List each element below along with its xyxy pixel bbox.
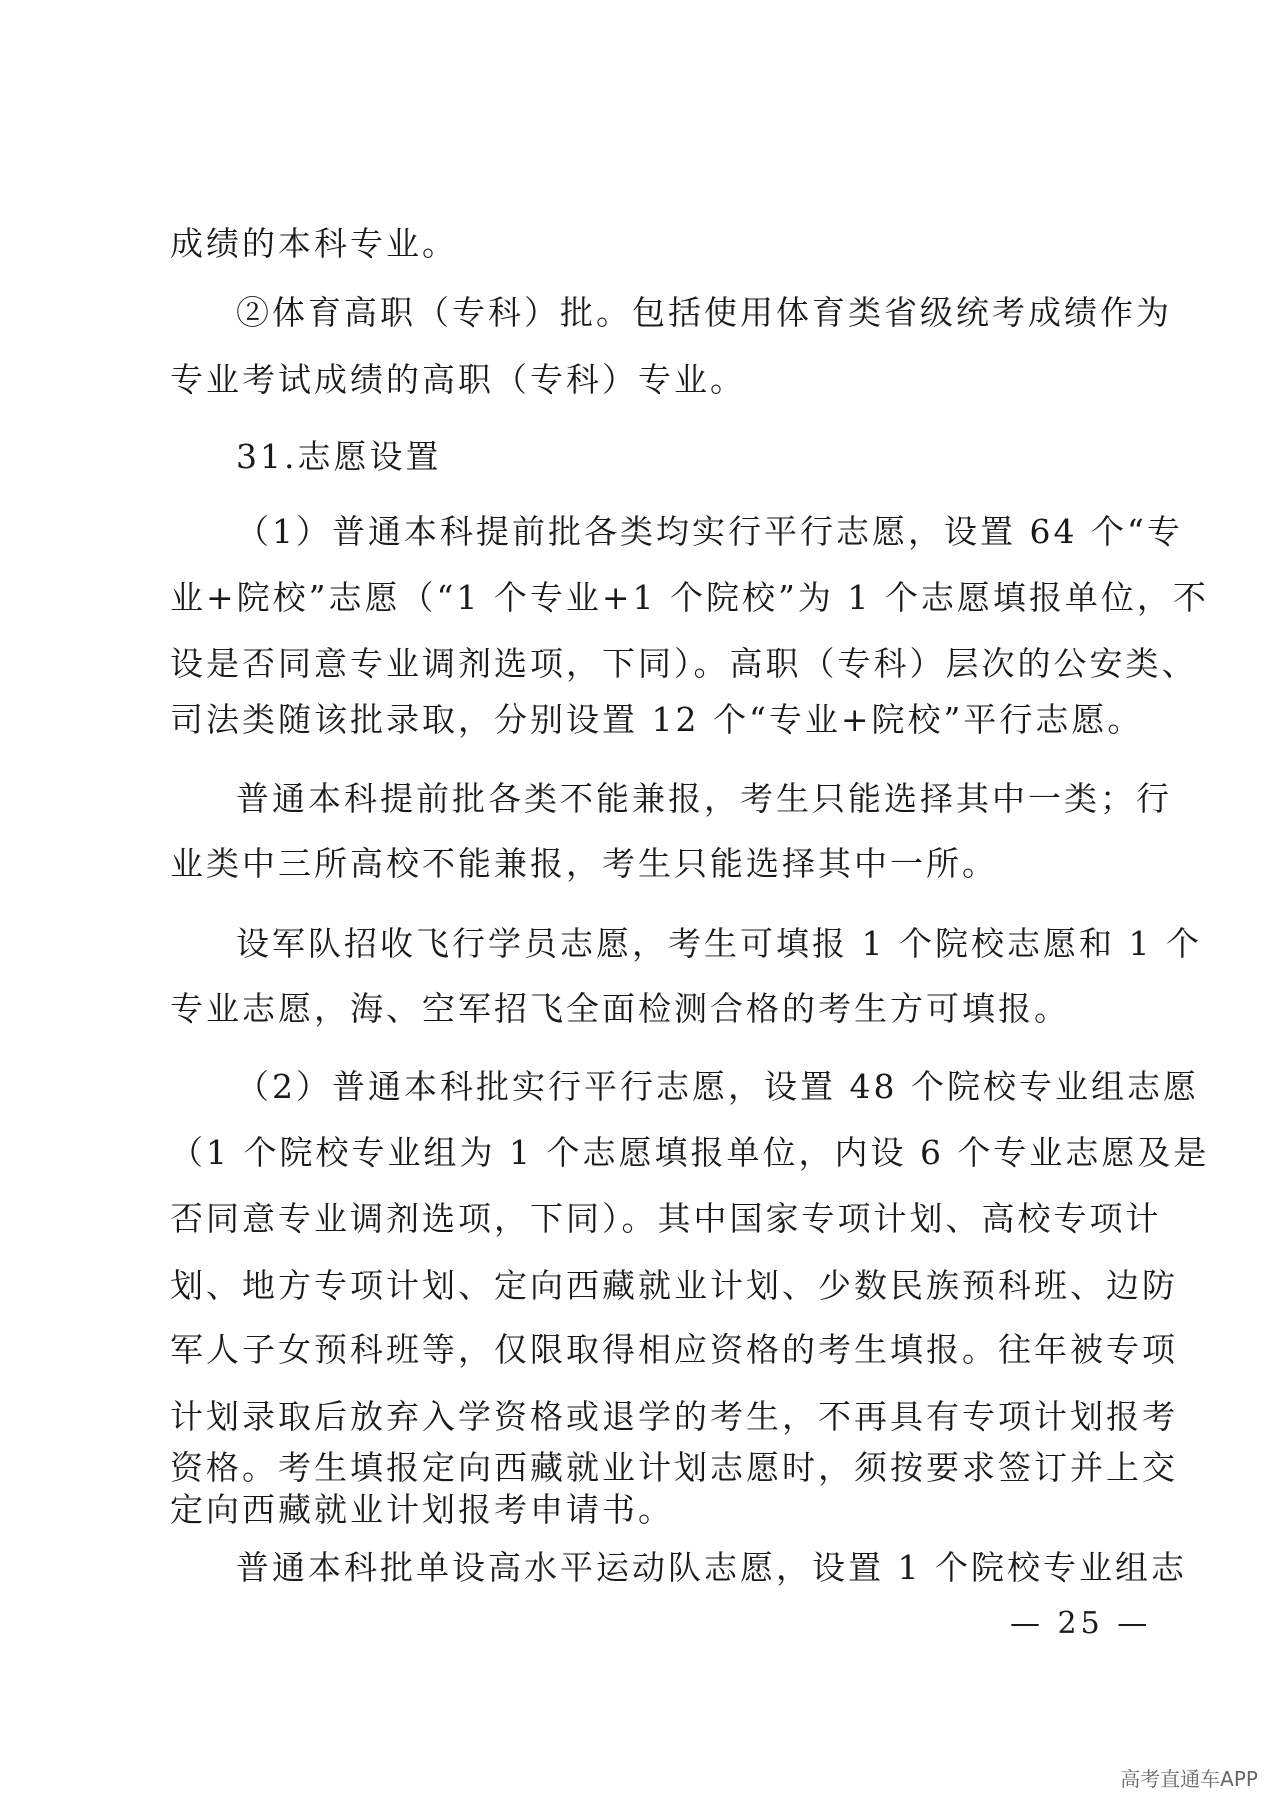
- text-line: 军人子女预科班等，仅限取得相应资格的考生填报。往年被专项: [170, 1330, 1178, 1369]
- text-line: 专业志愿，海、空军招飞全面检测合格的考生方可填报。: [170, 989, 1070, 1028]
- text-line: 普通本科批单设高水平运动队志愿，设置 1 个院校专业组志: [236, 1548, 1187, 1587]
- text-line: 否同意专业调剂选项，下同）。其中国家专项计划、高校专项计: [170, 1199, 1162, 1238]
- text-line: （1）普通本科提前批各类均实行平行志愿，设置 64 个“专: [236, 512, 1183, 551]
- text-line: 业+院校”志愿（“1 个专业+1 个院校”为 1 个志愿填报单位，不: [170, 578, 1209, 617]
- text-line: 设军队招收飞行学员志愿，考生可填报 1 个院校志愿和 1 个: [236, 924, 1202, 963]
- text-line: 专业考试成绩的高职（专科）专业。: [170, 360, 746, 399]
- text-line: 划、地方专项计划、定向西藏就业计划、少数民族预科班、边防: [170, 1266, 1178, 1305]
- text-line: 普通本科提前批各类不能兼报，考生只能选择其中一类；行: [236, 779, 1172, 818]
- text-line: 业类中三所高校不能兼报，考生只能选择其中一所。: [170, 844, 998, 883]
- section-heading: 31.志愿设置: [236, 437, 442, 476]
- text-line: 成绩的本科专业。: [170, 224, 458, 263]
- text-line: 司法类随该批录取，分别设置 12 个“专业+院校”平行志愿。: [170, 700, 1144, 739]
- text-line: 设是否同意专业调剂选项，下同）。高职（专科）层次的公安类、: [170, 644, 1198, 683]
- text-line: ②体育高职（专科）批。包括使用体育类省级统考成绩作为: [236, 293, 1172, 332]
- text-line: 计划录取后放弃入学资格或退学的考生，不再具有专项计划报考: [170, 1397, 1178, 1436]
- watermark: 高考直通车APP: [1120, 1767, 1258, 1791]
- text-line: 资格。考生填报定向西藏就业计划志愿时，须按要求签订并上交: [170, 1448, 1178, 1487]
- text-line: （1 个院校专业组为 1 个志愿填报单位，内设 6 个专业志愿及是: [170, 1133, 1210, 1172]
- page-number: — 25 —: [1010, 1606, 1152, 1641]
- text-line: 定向西藏就业计划报考申请书。: [170, 1490, 674, 1529]
- text-line: （2）普通本科批实行平行志愿，设置 48 个院校专业组志愿: [236, 1067, 1199, 1106]
